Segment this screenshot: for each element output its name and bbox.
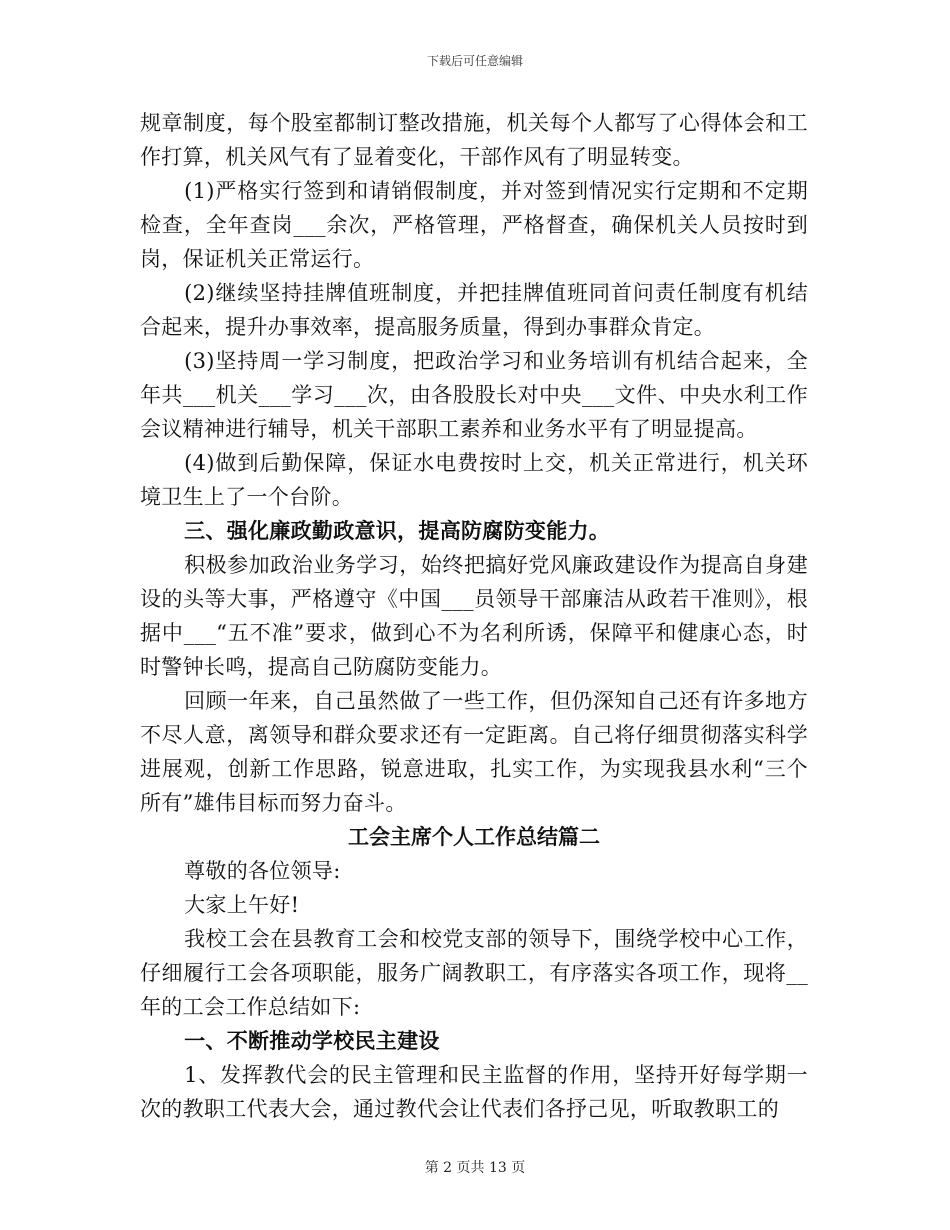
- paragraph-point-1: 1、发挥教代会的民主管理和民主监督的作用，坚持开好每学期一次的教职工代表大会，通过教代会让代表们各抒己见，听取教职工的: [140, 1063, 808, 1121]
- article-title: 工会主席个人工作总结篇二: [348, 824, 600, 849]
- paragraph-item-1: (1)严格实行签到和请销假制度，并对签到情况实行定期和不定期检查，全年查岗___余次，严格管理，严格督查，确保机关人员按时到岗，保证机关正常运行。: [140, 179, 808, 271]
- page-header: 下载后可任意编辑: [426, 54, 523, 68]
- section-heading-1: 一、不断推动学校民主建设: [184, 1028, 440, 1053]
- paragraph-continuation: 规章制度，每个股室都制订整改措施，机关每个人都写了心得体会和工作打算，机关风气有了显着变化，干部作风有了明显转变。: [140, 111, 808, 169]
- paragraph-review: 回顾一年来，自己虽然做了一些工作，但仍深知自己还有许多地方不尽人意，离领导和群众要求还有一定距离。自己将仔细贯彻落实科学进展观，创新工作思路，锐意进取，扎实工作，为实现我县水利“三个所有”雄伟目标而努力奋斗。: [140, 689, 808, 815]
- section-heading-3: 三、强化廉政勤政意识，提高防腐防变能力。: [184, 518, 611, 543]
- document-body: [140, 106, 808, 1126]
- paragraph-item-2: (2)继续坚持挂牌值班制度，并把挂牌值班同首问责任制度有机结合起来，提升办事效率，提高服务质量，得到办事群众肯定。: [140, 281, 808, 339]
- greeting: 大家上午好!: [184, 893, 300, 917]
- page-footer: 第 2 页共 13 页: [424, 1160, 526, 1176]
- paragraph-intro: 我校工会在县教育工会和校党支部的领导下，围绕学校中心工作，仔细履行工会各项职能，服务广阔教职工，有序落实各项工作，现将__年的工会工作总结如下:: [140, 927, 808, 1019]
- paragraph-integrity: 积极参加政治业务学习，始终把搞好党风廉政建设作为提高自身建设的头等大事，严格遵守《中国___员领导干部廉洁从政若干准则》，根据中___“五不准”要求，做到心不为名利所诱，保障平和健康心态，时时警钟长鸣，提高自己防腐防变能力。: [140, 553, 808, 679]
- salutation: 尊敬的各位领导:: [184, 859, 341, 883]
- paragraph-item-4: (4)做到后勤保障，保证水电费按时上交，机关正常进行，机关环境卫生上了一个台阶。: [140, 451, 808, 509]
- paragraph-item-3: (3)坚持周一学习制度，把政治学习和业务培训有机结合起来，全年共___机关___学习___次，由各股股长对中央___文件、中央水利工作会议精神进行辅导，机关干部职工素养和业务水平有了明显提高。: [140, 349, 808, 441]
